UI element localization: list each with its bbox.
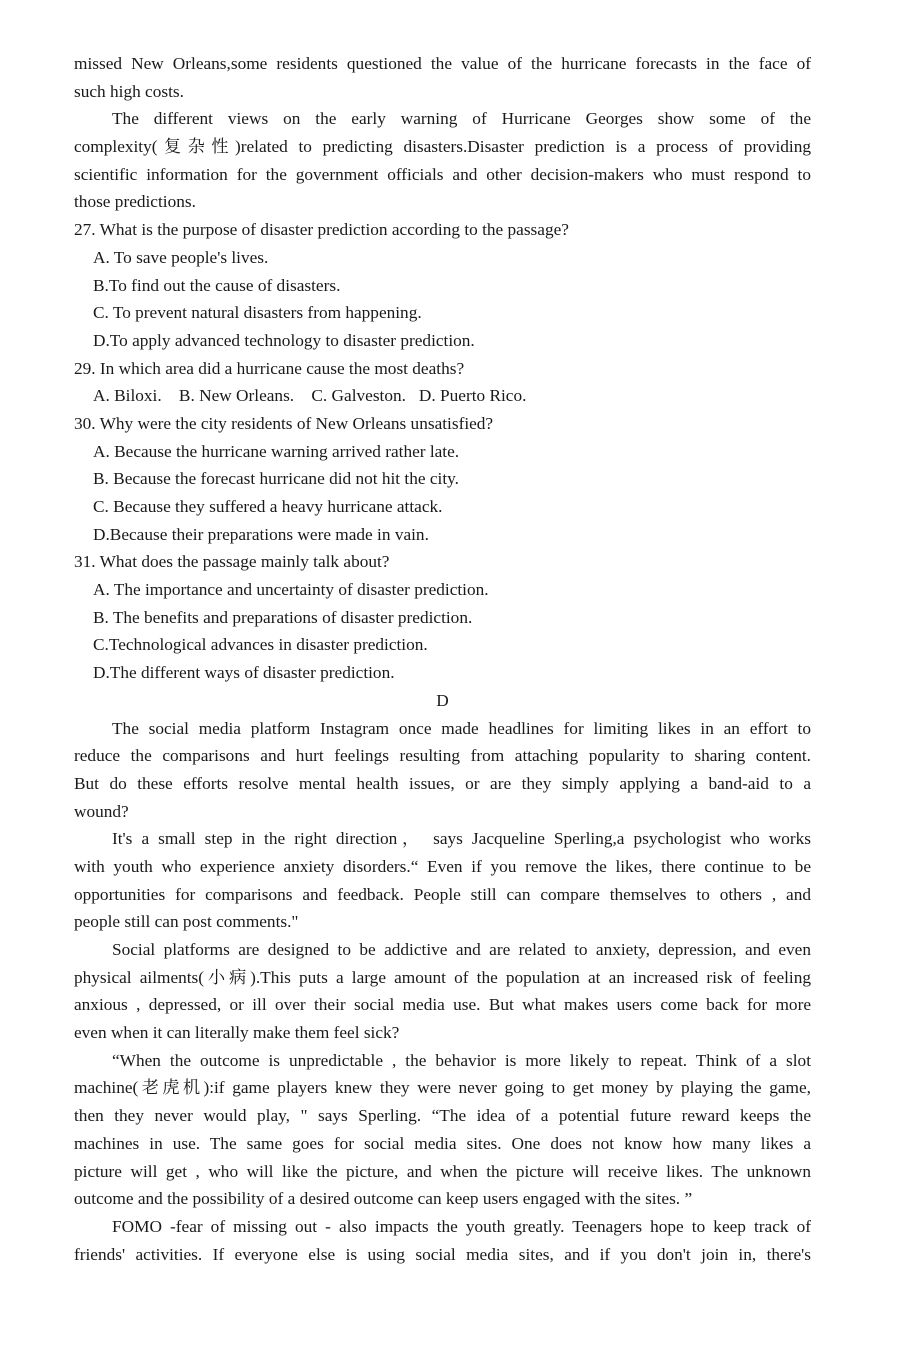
question-stem: 30. Why were the city residents of New Orleans unsatisfied? bbox=[74, 413, 494, 433]
answer-option: B. The benefits and preparations of disaster prediction. bbox=[93, 607, 473, 627]
question-stem: 31. What does the passage mainly talk about? bbox=[74, 552, 390, 572]
passage-line: with youth who experience anxiety disorders.“ Even if you remove the likes, there continue to be bbox=[74, 856, 811, 876]
answer-option: A. To save people's lives. bbox=[93, 247, 269, 267]
passage-line: anxious , depressed, or ill over their social media use. But what makes users come back for more bbox=[74, 995, 811, 1015]
question-stem: 27. What is the purpose of disaster prediction according to the passage? bbox=[74, 220, 569, 240]
answer-option: D.To apply advanced technology to disaster prediction. bbox=[93, 330, 475, 350]
passage-line: outcome and the possibility of a desired outcome can keep users engaged with the sites. ” bbox=[74, 1189, 693, 1209]
answer-option: B. Because the forecast hurricane did not hit the city. bbox=[93, 469, 459, 489]
passage-line: scientific information for the government officials and other decision-makers who must respond to bbox=[74, 164, 811, 184]
passage-line: people still can post comments." bbox=[74, 912, 299, 932]
passage-line: opportunities for comparisons and feedback. People still can compare themselves to others , and bbox=[74, 884, 811, 904]
passage-line: picture will get , who will like the picture, and when the picture will receive likes. The unknown bbox=[74, 1161, 811, 1181]
answer-option: A. Because the hurricane warning arrived rather late. bbox=[93, 441, 460, 461]
exam-page bbox=[74, 50, 811, 1268]
passage-line: then they never would play, " says Sperling. “The idea of a potential future reward keeps the bbox=[74, 1106, 811, 1126]
passage-line: machine(老虎机):if game players knew they were never going to get money by playing the game, bbox=[74, 1078, 811, 1098]
answer-option: D.The different ways of disaster prediction. bbox=[93, 663, 395, 683]
passage-line: The social media platform Instagram once made headlines for limiting likes in an effort to bbox=[112, 718, 811, 738]
passage-line: reduce the comparisons and hurt feelings resulting from attaching popularity to sharing content. bbox=[74, 746, 811, 766]
passage-line: The different views on the early warning of Hurricane Georges show some of the bbox=[112, 109, 811, 129]
answer-option: C.Technological advances in disaster prediction. bbox=[93, 635, 428, 655]
passage-line: those predictions. bbox=[74, 192, 196, 212]
passage-line: machines in use. The same goes for social media sites. One does not know how many likes a bbox=[74, 1133, 811, 1153]
passage-line: physical ailments(小病).This puts a large amount of the population at an increased risk of feeling bbox=[74, 967, 811, 987]
question-stem: 29. In which area did a hurricane cause the most deaths? bbox=[74, 358, 465, 378]
answer-option: A. Biloxi. B. New Orleans. C. Galveston. D. Puerto Rico. bbox=[93, 386, 527, 406]
passage-line: FOMO -fear of missing out - also impacts the youth greatly. Teenagers hope to keep track of bbox=[112, 1216, 811, 1236]
answer-option: C. Because they suffered a heavy hurricane attack. bbox=[93, 497, 443, 516]
passage-line: such high costs. bbox=[74, 81, 184, 101]
passage-line: “When the outcome is unpredictable , the behavior is more likely to repeat. Think of a slot bbox=[112, 1050, 811, 1070]
answer-option: B.To find out the cause of disasters. bbox=[93, 275, 341, 295]
answer-option: C. To prevent natural disasters from happening. bbox=[93, 303, 422, 323]
passage-line: Social platforms are designed to be addictive and are related to anxiety, depression, and even bbox=[112, 940, 811, 959]
passage-line: wound? bbox=[74, 801, 129, 821]
passage-line: But do these efforts resolve mental health issues, or are they simply applying a band-aid to a bbox=[74, 773, 811, 793]
passage-line: missed New Orleans,some residents questioned the value of the hurricane forecasts in the face of bbox=[74, 54, 811, 73]
answer-option: A. The importance and uncertainty of disaster prediction. bbox=[93, 580, 489, 600]
passage-line: even when it can literally make them feel sick? bbox=[74, 1023, 400, 1043]
passage-line: complexity(复杂性)related to predicting disasters.Disaster prediction is a process of providing bbox=[74, 137, 811, 157]
passage-line: It's a small step in the right direction， says Jacqueline Sperling,a psychologist who works bbox=[112, 829, 811, 849]
section-heading: D bbox=[436, 690, 449, 710]
answer-option: D.Because their preparations were made in vain. bbox=[93, 524, 429, 544]
passage-line: friends' activities. If everyone else is using social media sites, and if you don't join in, there's bbox=[74, 1244, 811, 1264]
